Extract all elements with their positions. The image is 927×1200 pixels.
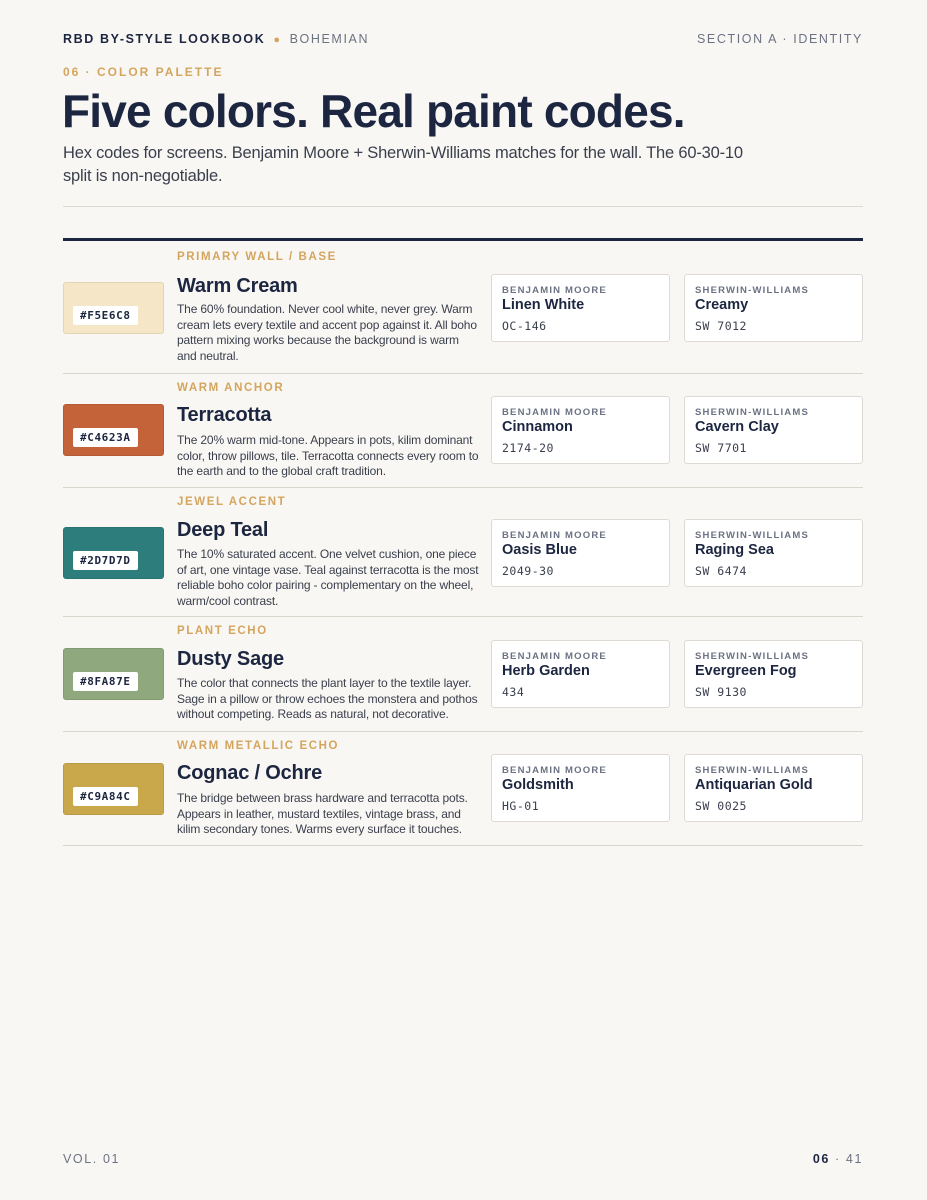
paint-code: OC-146 <box>502 319 547 333</box>
color-role: PLANT ECHO <box>177 625 268 637</box>
paint-name: Cavern Clay <box>695 419 779 435</box>
paint-name: Cinnamon <box>502 419 573 435</box>
paint-brand: BENJAMIN MOORE <box>502 285 607 296</box>
sherwin-williams-card <box>684 274 863 342</box>
separator-dot: ● <box>273 34 282 46</box>
paint-brand: SHERWIN-WILLIAMS <box>695 651 810 662</box>
color-description: The 20% warm mid-tone. Appears in pots, kilim dominant color, throw pillows, tile. Terracotta connects every room to the earth and to the global craft tradition. <box>177 433 479 478</box>
hex-code: #F5E6C8 <box>73 306 138 325</box>
color-swatch <box>63 763 164 815</box>
paint-name: Oasis Blue <box>502 542 577 558</box>
paint-brand: SHERWIN-WILLIAMS <box>695 285 810 296</box>
color-row <box>63 382 863 488</box>
row-divider <box>63 373 863 374</box>
paint-code: 2049-30 <box>502 564 554 578</box>
color-name: Cognac / Ochre <box>177 762 323 784</box>
running-footer <box>63 1152 863 1166</box>
benjamin-moore-card <box>491 396 670 464</box>
paint-code: SW 7701 <box>695 441 747 455</box>
paint-name: Linen White <box>502 297 585 313</box>
paint-brand: BENJAMIN MOORE <box>502 407 607 418</box>
paint-code: SW 7012 <box>695 319 747 333</box>
color-role: JEWEL ACCENT <box>177 496 287 508</box>
color-role: WARM ANCHOR <box>177 382 285 394</box>
color-row <box>63 496 863 617</box>
paint-name: Evergreen Fog <box>695 663 797 679</box>
paint-brand: SHERWIN-WILLIAMS <box>695 530 810 541</box>
page-subtitle: Hex codes for screens. Benjamin Moore + Sherwin-Williams matches for the wall. The 60-30-10 split is non-negotiable. <box>63 144 743 185</box>
color-description: The bridge between brass hardware and terracotta pots. Appears in leather, mustard textiles, vintage brass, and kilim secondary tones. Warms every surface it touches. <box>177 791 468 836</box>
paint-name: Goldsmith <box>502 777 574 793</box>
section-label: SECTION A · IDENTITY <box>696 32 863 46</box>
chapter-number: 06 <box>812 1152 830 1166</box>
paint-name: Herb Garden <box>502 663 590 679</box>
paint-brand: BENJAMIN MOORE <box>502 765 607 776</box>
running-header <box>63 32 863 46</box>
color-name: Warm Cream <box>177 275 298 297</box>
paint-name: Creamy <box>695 297 749 313</box>
divider-thin <box>63 206 863 207</box>
sherwin-williams-card <box>684 519 863 587</box>
paint-brand: SHERWIN-WILLIAMS <box>695 765 810 776</box>
eyebrow-label: 06 · COLOR PALETTE <box>63 65 224 79</box>
color-name: Deep Teal <box>177 519 269 541</box>
color-swatch <box>63 282 164 334</box>
benjamin-moore-card <box>491 640 670 708</box>
page-number <box>813 1152 863 1166</box>
paint-code: SW 6474 <box>695 564 747 578</box>
paint-brand: BENJAMIN MOORE <box>502 530 607 541</box>
sherwin-williams-card <box>684 396 863 464</box>
color-swatch <box>63 404 164 456</box>
paint-name: Raging Sea <box>695 542 774 558</box>
color-description: The 10% saturated accent. One velvet cushion, one piece of art, one vintage vase. Teal against terracotta is the most reliable boho color pairing - complementary on the wheel, warm/cool contrast. <box>177 547 479 608</box>
color-row <box>63 740 863 846</box>
color-name: Terracotta <box>177 404 272 426</box>
page-count: 41 <box>845 1152 863 1166</box>
color-name: Dusty Sage <box>177 648 284 670</box>
hex-code: #2D7D7D <box>73 551 138 570</box>
sherwin-williams-card <box>684 640 863 708</box>
color-description: The 60% foundation. Never cool white, never grey. Warm cream lets every textile and accent pop against it. All boho pattern mixing works because the background is warm and neutral. <box>177 302 477 363</box>
header-left <box>63 32 369 46</box>
benjamin-moore-card <box>491 274 670 342</box>
paint-brand: BENJAMIN MOORE <box>502 651 607 662</box>
color-row <box>63 251 863 374</box>
hex-code: #C9A84C <box>73 787 138 806</box>
divider-thick <box>63 238 863 241</box>
paint-name: Antiquarian Gold <box>695 777 813 793</box>
paint-code: 434 <box>502 685 525 699</box>
color-row <box>63 625 863 732</box>
volume-label: VOL. 01 <box>63 1152 121 1166</box>
benjamin-moore-card <box>491 754 670 822</box>
style-label: BOHEMIAN <box>289 32 370 46</box>
paint-code: SW 0025 <box>695 799 747 813</box>
paint-brand: SHERWIN-WILLIAMS <box>695 407 810 418</box>
sherwin-williams-card <box>684 754 863 822</box>
hex-code: #C4623A <box>73 428 138 447</box>
color-role: WARM METALLIC ECHO <box>177 740 340 752</box>
benjamin-moore-card <box>491 519 670 587</box>
lookbook-title: RBD BY-STYLE LOOKBOOK <box>63 32 266 46</box>
row-divider <box>63 487 863 488</box>
color-description: The color that connects the plant layer to the textile layer. Sage in a pillow or throw echoes the monstera and pothos without competing. Reads as natural, not decorative. <box>177 676 478 721</box>
hex-code: #8FA87E <box>73 672 138 691</box>
color-swatch <box>63 648 164 700</box>
row-divider <box>63 731 863 732</box>
page-separator: · <box>829 1152 846 1166</box>
row-divider <box>63 616 863 617</box>
page-title: Five colors. Real paint codes. <box>62 85 685 137</box>
row-divider <box>63 845 863 846</box>
paint-code: 2174-20 <box>502 441 554 455</box>
paint-code: HG-01 <box>502 799 540 813</box>
color-role: PRIMARY WALL / BASE <box>177 251 337 263</box>
color-swatch <box>63 527 164 579</box>
paint-code: SW 9130 <box>695 685 747 699</box>
